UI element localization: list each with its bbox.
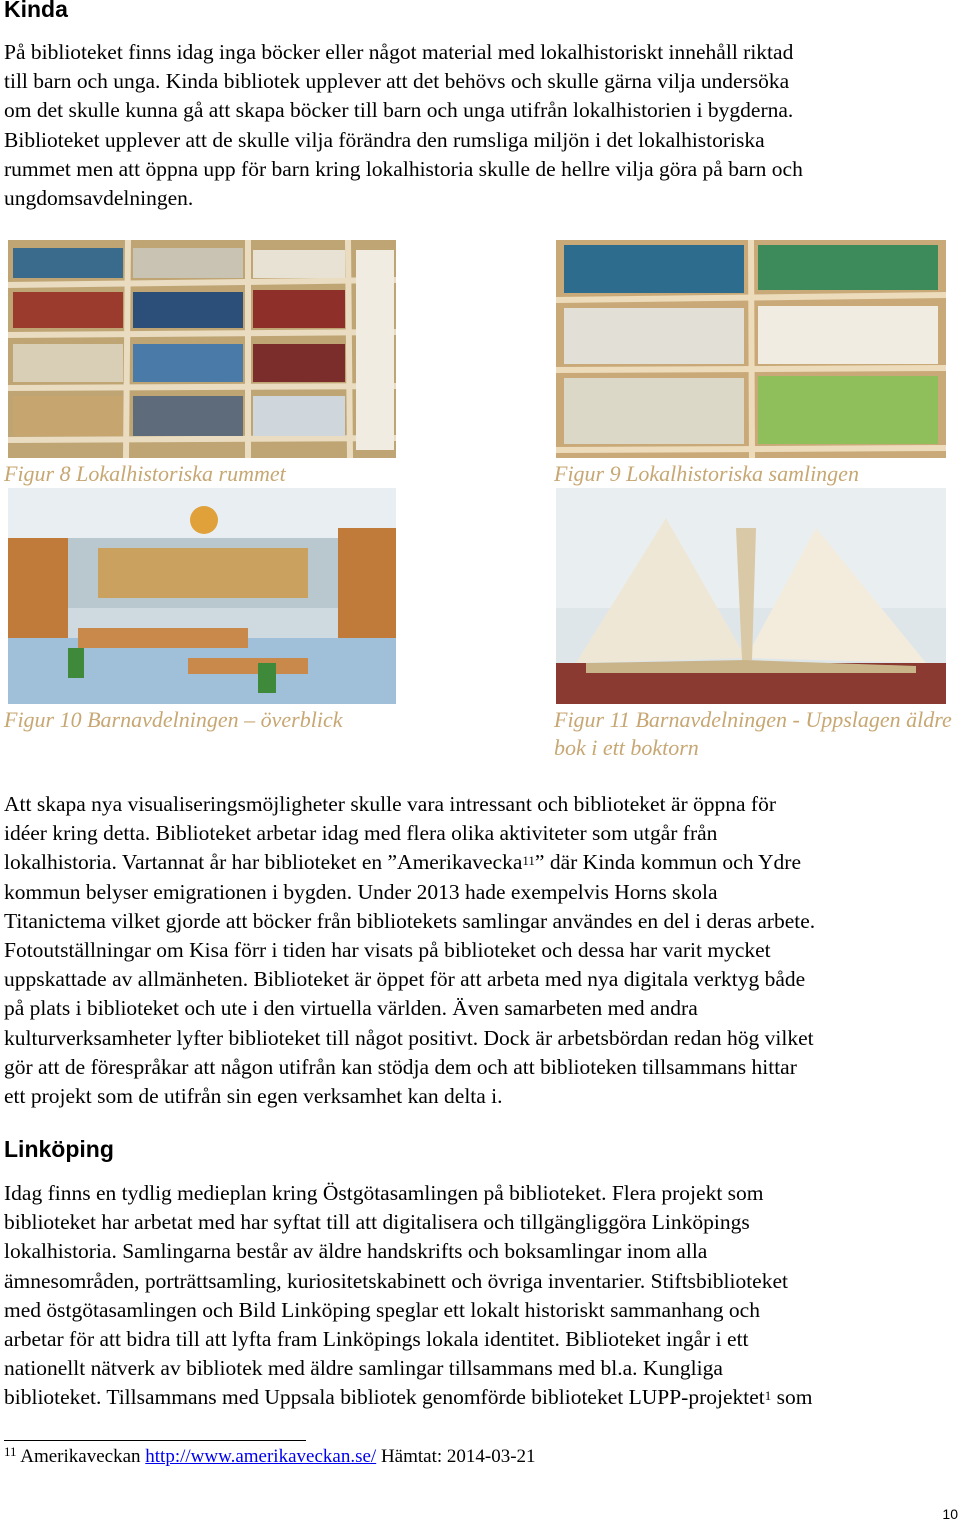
linkoping-paragraph: Idag finns en tydlig medieplan kring Östgötasamlingen på biblioteket. Flera projekt som biblioteket har arbetat med har syftat till att digitalisera och tillgängliggöra Linköpings lokalhistoria. Samlingarna består av äldre handskrifts och boksamlingar inom alla ämnesområden, porträttsamling, kuriositetskabinett och övriga inventarier. Stiftsbiblioteket med östgötasamlingen och Bild Linköping speglar ett lokalt historiskt sammanhang och arbetar för att bidra till att lyfta fram Linköpings lokala identitet. Biblioteket ingår i ett nationellt nätverk av bibliotek med äldre samlingar tillsammans med bl.a. Kungliga biblioteket. Tillsammans med Uppsala bibliotek genomförde biblioteket LUPP-projektet$^1$ som [4, 1181, 813, 1410]
section-heading-linkoping: Linköping [4, 1136, 114, 1162]
footnote-ref-11[interactable]: 11 [522, 853, 535, 869]
figure-8-image [8, 240, 396, 458]
figure-10-image [8, 488, 396, 704]
figure-9-caption: Figur 9 Lokalhistoriska samlingen [554, 461, 859, 486]
figure-9-image [556, 240, 946, 458]
footnote-link[interactable]: http://www.amerikaveckan.se/ [145, 1446, 377, 1467]
figure-11-caption: Figur 11 Barnavdelningen - Uppslagen äldre bok i ett boktorn [554, 707, 952, 760]
footnote-ref-1[interactable]: 1 [764, 1388, 772, 1404]
figure-10-caption: Figur 10 Barnavdelningen – överblick [4, 707, 343, 732]
kinda-paragraph: På biblioteket finns idag inga böcker eller något material med lokalhistoriskt innehåll riktad till barn och unga. Kinda bibliotek upplever att det behövs och skulle gärna vilja undersöka om det skulle kunna gå att skapa böcker till barn och unga utifrån lokalhistorien i bygderna. Biblioteket upplever att de skulle vilja förändra den rumsliga miljön i det lokalhistoriska rummet men att öppna upp för barn kring lokalhistoria skulle de hellre vilja göra på barn och ungdomsavdelningen. [4, 40, 803, 211]
figure-11-image [556, 488, 946, 704]
kinda-activities-paragraph: Att skapa nya visualiseringsmöjligheter skulle vara intressant och biblioteket är öppna för idéer kring detta. Biblioteket arbetar idag med flera olika aktiviteter som utgår från lokalhistoria. Vartannat år har biblioteket en ”Amerikavecka$^{11}$” där Kinda kommun och Ydre kommun belyser emigrationen i bygden. Under 2013 hade exempelvis Horns skola Titanictema vilket gjorde att böcker från bibliotekets samlingar användes en del i deras arbete. Fotoutställningar om Kisa förr i tiden har visats på biblioteket och dessa har varit mycket uppskattade av allmänheten. Biblioteket är öppet för att arbeta med nya digitala verktyg både på plats i biblioteket och ute i den virtuella världen. Även samarbeten med andra kulturverksamheter lyfter biblioteket till något positivt. Dock är arbetsbördan redan hög vilket gör att de förespråkar att någon utifrån kan stödja dem och att biblioteken tillsammans hittar ett projekt som de utifrån sin egen verksamhet kan delta i. [4, 792, 816, 1109]
footnote-11: $^{11}$ Amerikaveckan http://www.amerikaveckan.se/ Hämtat: 2014-03-21 [4, 1444, 536, 1467]
page-number: 10 [942, 1506, 958, 1522]
figure-8-caption: Figur 8 Lokalhistoriska rummet [4, 461, 286, 486]
footnote-separator [4, 1440, 306, 1441]
section-heading-kinda: Kinda [4, 0, 68, 22]
